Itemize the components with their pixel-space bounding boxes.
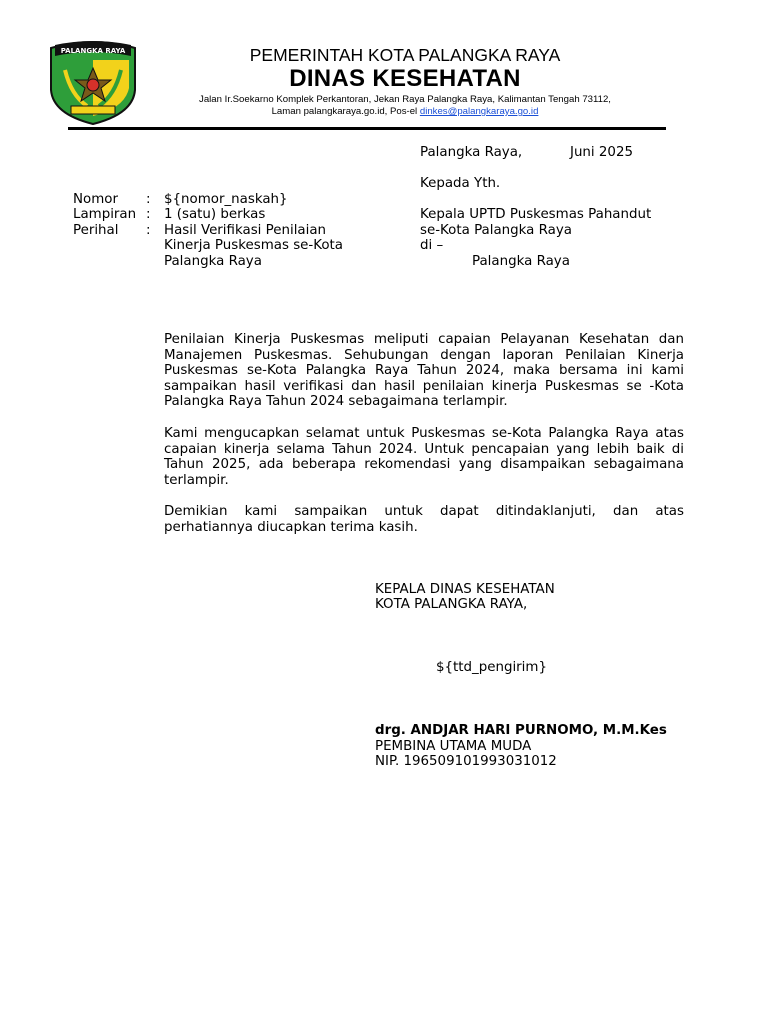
body-paragraph-2: Kami mengucapkan selamat untuk Puskesmas se-Kota Palangka Raya atas capaian kinerja selama Tahun 2024. Untuk pencapaian yang lebih baik di Tahun 2025, ada beberapa rekomendasi yang disampaikan sebagaimana terlampir. xyxy=(164,426,684,488)
nomor-colon: : xyxy=(146,192,151,207)
nomor-label: Nomor xyxy=(73,192,118,207)
body-paragraph-3: Demikian kami sampaikan untuk dapat ditindaklanjuti, dan atas perhatiannya diucapkan terima kasih. xyxy=(164,504,684,535)
lampiran-colon: : xyxy=(146,207,151,222)
perihal-colon: : xyxy=(146,223,151,238)
recipient-greeting: Kepada Yth. xyxy=(420,176,501,191)
lampiran-value: 1 (satu) berkas xyxy=(164,207,266,222)
signatory-title-2: KOTA PALANGKA RAYA, xyxy=(375,597,528,612)
perihal-line-1: Hasil Verifikasi Penilaian xyxy=(164,223,327,238)
nomor-value: ${nomor_naskah} xyxy=(164,192,288,207)
logo-banner-text: PALANGKA RAYA xyxy=(60,47,126,55)
date-city: Palangka Raya, xyxy=(420,145,523,160)
website-prefix: Laman palangkaraya.go.id, Pos-el xyxy=(271,106,420,117)
government-title: PEMERINTAH KOTA PALANGKA RAYA xyxy=(249,45,561,65)
recipient-line-1: Kepala UPTD Puskesmas Pahandut xyxy=(420,207,652,222)
recipient-line-2: se-Kota Palangka Raya xyxy=(420,223,572,238)
recipient-line-3: di – xyxy=(420,238,444,253)
website-line xyxy=(150,106,660,117)
perihal-line-2: Kinerja Puskesmas se-Kota xyxy=(164,238,344,253)
signatory-title-1: KEPALA DINAS KESEHATAN xyxy=(375,582,555,597)
recipient-line-4: Palangka Raya xyxy=(472,254,570,269)
date-value: Juni 2025 xyxy=(570,145,633,160)
office-address: Jalan Ir.Soekarno Komplek Perkantoran, Jekan Raya Palangka Raya, Kalimantan Tengah 73112, xyxy=(199,94,611,105)
lampiran-label: Lampiran xyxy=(73,207,137,222)
city-emblem-logo xyxy=(47,40,139,126)
perihal-line-3: Palangka Raya xyxy=(164,254,262,269)
signatory-nip: NIP. 196509101993031012 xyxy=(375,754,557,769)
letterhead-divider xyxy=(68,127,666,130)
signatory-name: drg. ANDJAR HARI PURNOMO, M.M.Kes xyxy=(375,723,667,738)
department-title: DINAS KESEHATAN xyxy=(289,65,521,92)
email-link[interactable]: dinkes@palangkaraya.go.id xyxy=(419,106,539,117)
body-paragraph-1: Penilaian Kinerja Puskesmas meliputi capaian Pelayanan Kesehatan dan Manajemen Puskesmas. Sehubungan dengan laporan Penilaian Kinerja Puskesmas se-Kota Palangka Raya Tahun 2024, maka bersama ini kami sampaikan hasil verifikasi dan hasil penilaian kinerja Puskesmas se -Kota Palangka Raya Tahun 2024 sebagaimana terlampir. xyxy=(164,332,684,410)
signatory-rank: PEMBINA UTAMA MUDA xyxy=(375,739,532,754)
signature-placeholder: ${ttd_pengirim} xyxy=(436,660,547,675)
perihal-label: Perihal xyxy=(73,223,119,238)
